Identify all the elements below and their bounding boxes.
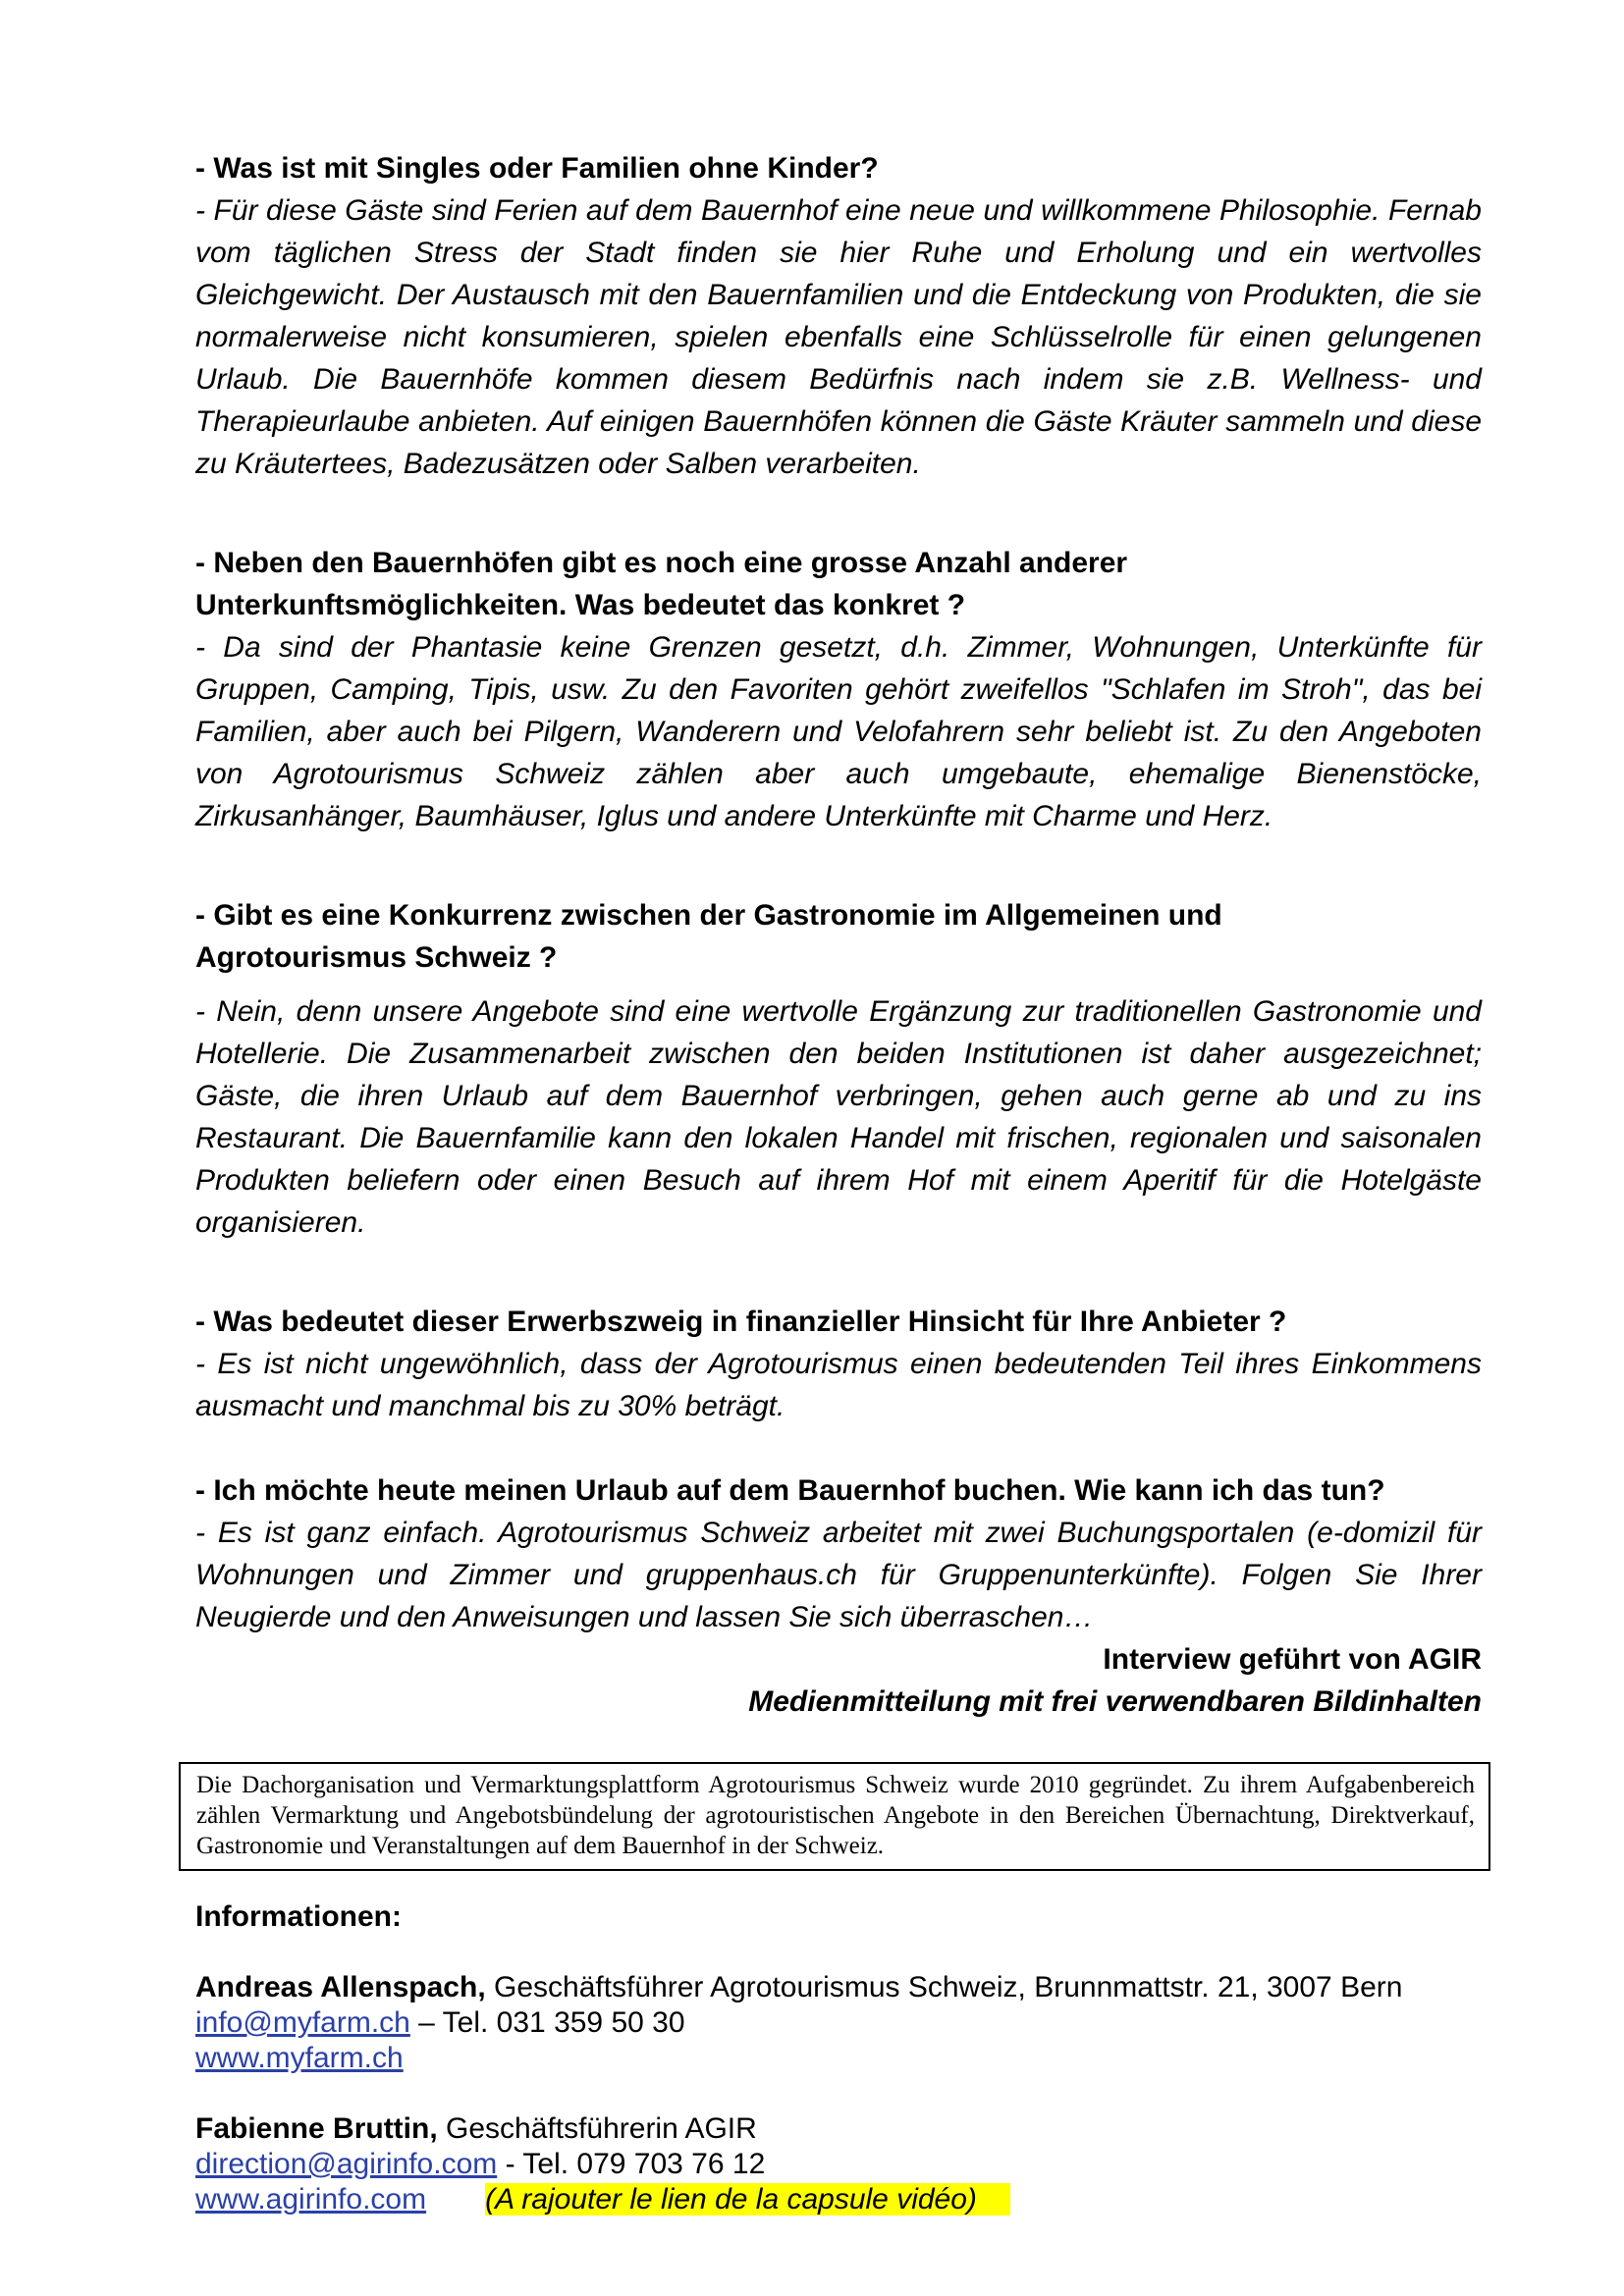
question-line: Unterkunftsmöglichkeiten. Was bedeutet das konkret ? (195, 589, 966, 621)
question: - Ich möchte heute meinen Urlaub auf dem Bauernhof buchen. Wie kann ich das tun? (195, 1474, 1385, 1507)
contact-role: Geschäftsführerin AGIR (437, 2112, 757, 2145)
qa-section-finance (195, 1301, 1482, 1427)
qa-section-singles (195, 147, 1482, 485)
phone-number: – Tel. 031 359 50 30 (409, 2006, 685, 2039)
answer: - Für diese Gäste sind Ferien auf dem Bauernhof eine neue und willkommene Philosophie. Fernab vom täglichen Stress der Stadt finden sie hier Ruhe und Erholung und ein wertvolles Gleichgewicht. Der Austausch mit den Bauernfamilien und die Entdeckung von Produkten, die sie normalerweise nicht konsumieren, spielen ebenfalls eine Schlüsselrolle für einen gelungenen Urlaub. Die Bauernhöfe kommen diesem Bedürfnis nach indem sie z.B. Wellness- und Therapieurlaube anbieten. Auf einigen Bauernhöfen können die Gäste Kräuter sammeln und diese zu Kräutertees, Badezusätzen oder Salben verarbeiten. (195, 194, 1482, 480)
contact-person-2 (195, 2111, 1482, 2217)
signature (195, 1638, 1482, 1723)
contact-name: Fabienne Bruttin, (195, 2112, 438, 2145)
interview-body (195, 147, 1482, 1723)
contact-information (195, 1899, 1482, 2217)
organization-info-box: Die Dachorganisation und Vermarktungsplattform Agrotourismus Schweiz wurde 2010 gegründet. Zu ihrem Aufgabenbereich zählen Vermarktung und Angebotsbündelung der agrotouristischen Angebote in den Bereichen Übernachtung, Direktverkauf, Gastronomie und Veranstaltungen auf dem Bauernhof in der Schweiz. (179, 1762, 1490, 1871)
phone-number: - Tel. 079 703 76 12 (497, 2148, 766, 2180)
answer: - Da sind der Phantasie keine Grenzen gesetzt, d.h. Zimmer, Wohnungen, Unterkünfte für Gruppen, Camping, Tipis, usw. Zu den Favoriten gehört zweifellos "Schlafen im Stroh", das bei Familien, aber auch bei Pilgern, Wanderern und Velofahrern sehr beliebt ist. Zu den Angeboten von Agrotourismus Schweiz zählen aber auch umgebaute, ehemalige Bienenstöcke, Zirkusanhänger, Baumhäuser, Iglus und andere Unterkünfte mit Charme und Herz. (195, 631, 1482, 832)
contact-person-1 (195, 1970, 1482, 2076)
contact-role: Geschäftsführer Agrotourismus Schweiz, Brunnmattstr. 21, 3007 Bern (485, 1971, 1403, 2003)
contact-name: Andreas Allenspach, (195, 1971, 486, 2003)
signature-line: Medienmitteilung mit frei verwendbaren Bildinhalten (748, 1685, 1482, 1718)
website-link[interactable]: www.agirinfo.com (195, 2183, 427, 2216)
answer: - Nein, denn unsere Angebote sind eine wertvolle Ergänzung zur traditionellen Gastronomie und Hotellerie. Die Zusammenarbeit zwischen den beiden Institutionen ist daher ausgezeichnet; Gäste, die ihren Urlaub auf dem Bauernhof verbringen, gehen auch gerne ab und zu ins Restaurant. Die Bauernfamilie kann den lokalen Handel mit frischen, regionalen und saisonalen Produkten beliefern oder einen Besuch auf ihrem Hof mit einem Aperitif für die Hotelgäste organisieren. (195, 995, 1482, 1239)
question (195, 542, 1482, 626)
signature-line: Interview geführt von AGIR (1103, 1643, 1482, 1676)
question (195, 894, 1482, 979)
question-line: Agrotourismus Schweiz ? (195, 941, 558, 974)
answer: - Es ist nicht ungewöhnlich, dass der Agrotourismus einen bedeutenden Teil ihres Einkommens ausmacht und manchmal bis zu 30% beträgt. (195, 1348, 1482, 1422)
website-link[interactable]: www.myfarm.ch (195, 2042, 404, 2074)
question: - Was ist mit Singles oder Familien ohne Kinder? (195, 152, 879, 185)
question-line: - Gibt es eine Konkurrenz zwischen der Gastronomie im Allgemeinen und (195, 899, 1222, 932)
question: - Was bedeutet dieser Erwerbszweig in finanzieller Hinsicht für Ihre Anbieter ? (195, 1306, 1287, 1338)
highlighted-note: (A rajouter le lien de la capsule vidéo) (485, 2183, 1010, 2216)
contacts-heading: Informationen: (195, 1900, 402, 1933)
qa-section-booking (195, 1469, 1482, 1638)
answer: - Es ist ganz einfach. Agrotourismus Schweiz arbeitet mit zwei Buchungsportalen (e-domizil für Wohnungen und Zimmer und gruppenhaus.ch für Gruppenunterkünfte). Folgen Sie Ihrer Neugierde und den Anweisungen und lassen Sie sich überraschen… (195, 1517, 1482, 1633)
qa-section-gastronomy (195, 894, 1482, 1244)
question-line: - Neben den Bauernhöfen gibt es noch eine grosse Anzahl anderer (195, 547, 1128, 579)
qa-section-accommodations (195, 542, 1482, 837)
email-link[interactable]: direction@agirinfo.com (195, 2148, 498, 2180)
email-link[interactable]: info@myfarm.ch (195, 2006, 410, 2039)
